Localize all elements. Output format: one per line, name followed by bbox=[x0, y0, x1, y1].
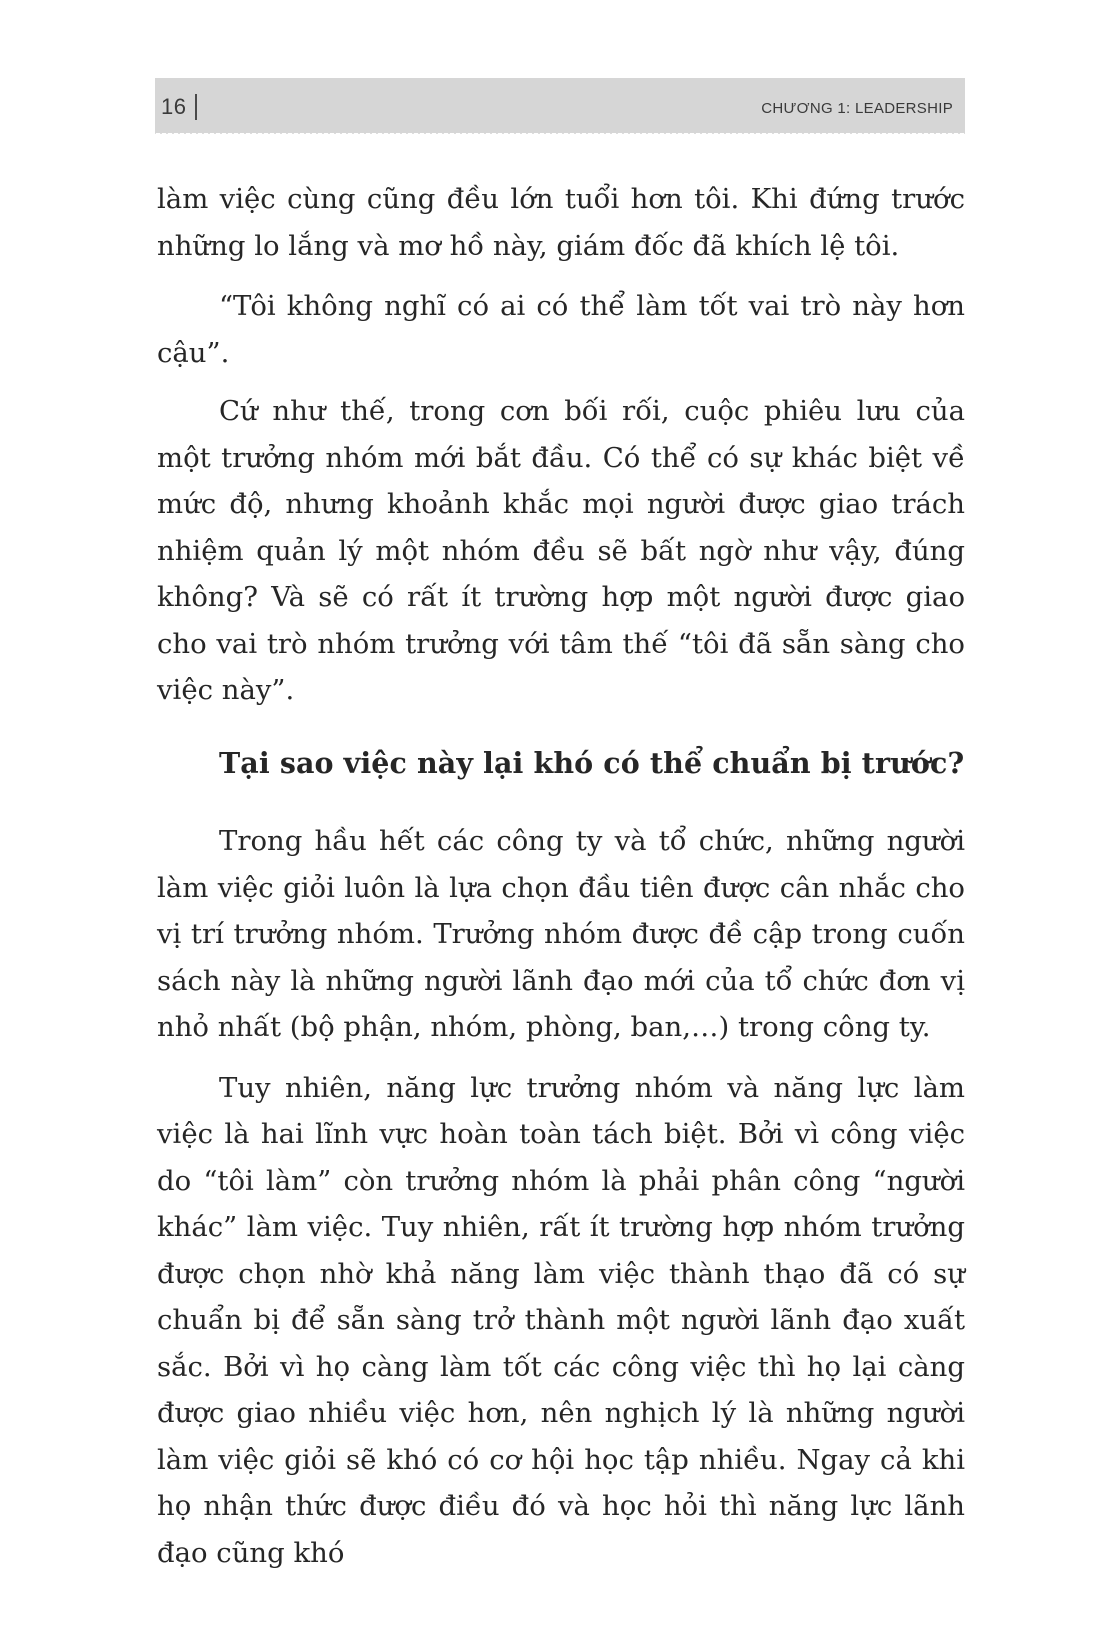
paragraph-continued: làm việc cùng cũng đều lớn tuổi hơn tôi. Khi đứng trước những lo lắng và mơ hồ này, giám đốc đã khích lệ tôi. bbox=[157, 183, 965, 262]
paragraph: Tuy nhiên, năng lực trưởng nhóm và năng lực làm việc là hai lĩnh vực hoàn toàn tách biệt. Bởi vì công việc do “tôi làm” còn trưởng nhóm là phải phân công “người khác” làm việc. Tuy nhiên, rất ít trường hợp nhóm trưởng được chọn nhờ khả năng làm việc thành thạo đã có sự chuẩn bị để sẵn sàng trở thành một người lãnh đạo xuất sắc. Bởi vì họ càng làm tốt các công việc thì họ lại càng được giao nhiều việc hơn, nên nghịch lý là những người làm việc giỏi sẽ khó có cơ hội học tập nhiều. Ngay cả khi họ nhận thức được điều đó và học hỏi thì năng lực lãnh đạo cũng khó bbox=[157, 1071, 965, 1569]
paragraph-quote: “Tôi không nghĩ có ai có thể làm tốt vai trò này hơn cậu”. bbox=[157, 290, 965, 369]
page-number: 16 bbox=[161, 94, 187, 119]
paragraph: Trong hầu hết các công ty và tổ chức, những người làm việc giỏi luôn là lựa chọn đầu tiên được cân nhắc cho vị trí trưởng nhóm. Trưởng nhóm được đề cập trong cuốn sách này là những người lãnh đạo mới của tổ chức đơn vị nhỏ nhất (bộ phận, nhóm, phòng, ban,…) trong công ty. bbox=[157, 825, 965, 1043]
body-text bbox=[157, 176, 965, 1576]
section-heading: Tại sao việc này lại khó có thể chuẩn bị trước? bbox=[219, 745, 965, 780]
running-header bbox=[155, 78, 965, 134]
header-separator bbox=[195, 94, 197, 120]
chapter-title: CHƯƠNG 1: LEADERSHIP bbox=[761, 100, 953, 117]
paragraph: Cứ như thế, trong cơn bối rối, cuộc phiêu lưu của một trưởng nhóm mới bắt đầu. Có thể có sự khác biệt về mức độ, nhưng khoảnh khắc mọi người được giao trách nhiệm quản lý một nhóm đều sẽ bất ngờ như vậy, đúng không? Và sẽ có rất ít trường hợp một người được giao cho vai trò nhóm trưởng với tâm thế “tôi đã sẵn sàng cho việc này”. bbox=[157, 395, 965, 706]
